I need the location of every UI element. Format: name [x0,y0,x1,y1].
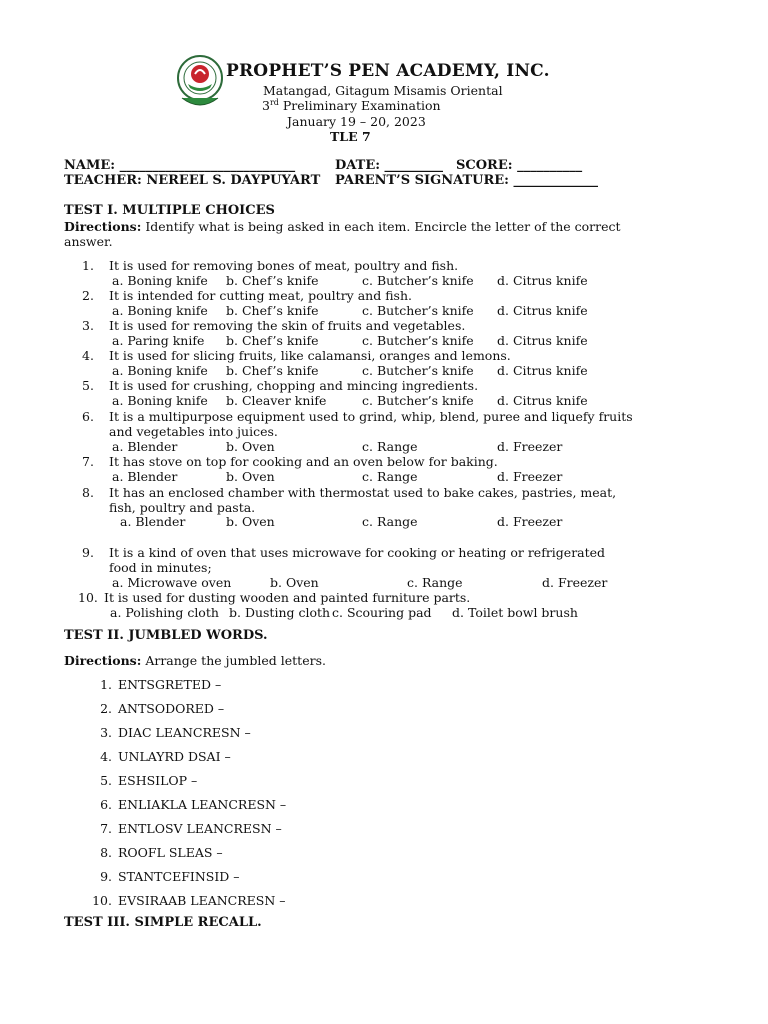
choice-a[interactable]: a. Blender [112,469,178,484]
question-number: 6. [82,409,94,424]
jumbled-word-item [92,725,251,740]
choice-c[interactable]: c. Butcher’s knife [362,303,474,318]
choice-d[interactable]: d. Freezer [497,469,563,484]
choice-a[interactable]: a. Paring knife [112,333,205,348]
test1-title: TEST I. MULTIPLE CHOICES [64,203,275,218]
question-text: It has an enclosed chamber with thermostat used to bake cakes, pastries, meat, [109,485,617,500]
question-text: It is used for slicing fruits, like calamansi, oranges and lemons. [109,348,511,363]
choice-c[interactable]: c. Butcher’s knife [362,393,474,408]
choice-c[interactable]: c. Range [407,575,463,590]
choice-a[interactable]: a. Boning knife [112,393,208,408]
choice-b[interactable]: b. Chef’s knife [226,273,319,288]
jumbled-word-item [92,893,286,908]
jumbled-word-number: 5. [100,773,112,788]
jumbled-word-item [92,845,223,860]
choice-b[interactable]: b. Chef’s knife [226,303,319,318]
test1-directions-cont: answer. [64,234,113,249]
question-text-cont: fish, poultry and pasta. [109,500,256,515]
question-text: It has stove on top for cooking and an oven below for baking. [109,454,498,469]
choice-c[interactable]: c. Butcher’s knife [362,363,474,378]
jumbled-word-number: 8. [100,845,112,860]
question-number: 3. [82,318,94,333]
date-field[interactable]: DATE: _________ [335,158,444,173]
question-text-cont: food in minutes; [109,560,212,575]
school-logo [176,52,224,110]
jumbled-word-number: 3. [100,725,112,740]
choice-b[interactable]: b. Cleaver knife [226,393,327,408]
jumbled-word-text: EVSIRAAB LEANCRESN – [118,893,286,908]
choice-a[interactable]: a. Polishing cloth [110,605,219,620]
choice-d[interactable]: d. Citrus knife [497,363,588,378]
question-text: It is used for dusting wooden and painted furniture parts. [104,590,471,605]
jumbled-word-item [92,677,221,692]
choice-c[interactable]: c. Range [362,469,418,484]
choice-a[interactable]: a. Microwave oven [112,575,232,590]
choice-d[interactable]: d. Citrus knife [497,333,588,348]
question-number: 5. [82,378,94,393]
test1-directions: Directions: Identify what is being asked in each item. Encircle the letter of the correct [64,219,621,234]
choice-a[interactable]: a. Boning knife [112,303,208,318]
question-text-cont: and vegetables into juices. [109,424,278,439]
question-text: It is a kind of oven that uses microwave for cooking or heating or refrigerated [109,545,606,560]
question-number: 10. [78,590,98,605]
choice-c[interactable]: c. Range [362,439,418,454]
choice-c[interactable]: c. Butcher’s knife [362,273,474,288]
jumbled-word-item [92,821,282,836]
choice-b[interactable]: b. Dusting cloth [229,605,331,620]
choice-b[interactable]: b. Oven [226,439,275,454]
jumbled-word-text: ROOFL SLEAS – [118,845,223,860]
choice-c[interactable]: c. Range [362,514,418,529]
choice-a[interactable]: a. Boning knife [112,363,208,378]
jumbled-word-item [92,749,231,764]
jumbled-word-number: 2. [100,701,112,716]
choice-b[interactable]: b. Chef’s knife [226,363,319,378]
jumbled-word-item [92,701,224,716]
choice-d[interactable]: d. Toilet bowl brush [452,605,578,620]
test2-title: TEST II. JUMBLED WORDS. [64,628,268,643]
jumbled-word-text: DIAC LEANCRESN – [118,725,251,740]
exam-date: January 19 – 20, 2023 [287,114,426,129]
question-text: It is used for removing bones of meat, poultry and fish. [109,258,459,273]
test3-title: TEST III. SIMPLE RECALL. [64,915,262,930]
question-number: 4. [82,348,94,363]
jumbled-word-number: 4. [100,749,112,764]
question-number: 8. [82,485,94,500]
jumbled-word-text: UNLAYRD DSAI – [118,749,231,764]
choice-c[interactable]: c. Scouring pad [332,605,432,620]
choice-b[interactable]: b. Oven [226,469,275,484]
question-number: 2. [82,288,94,303]
jumbled-word-text: ENTSGRETED – [118,677,222,692]
question-text: It is used for removing the skin of fruits and vegetables. [109,318,466,333]
question-text: It is intended for cutting meat, poultry and fish. [109,288,412,303]
jumbled-word-text: STANTCEFINSID – [118,869,240,884]
choice-d[interactable]: d. Citrus knife [497,393,588,408]
exam-title: 3rd Preliminary Examination [262,97,441,113]
question-text: It is used for crushing, chopping and mincing ingredients. [109,378,479,393]
question-text: It is a multipurpose equipment used to grind, whip, blend, puree and liquefy fruits [109,409,633,424]
test2-directions: Directions: Arrange the jumbled letters. [64,653,326,668]
jumbled-word-number: 10. [92,893,112,908]
question-number: 7. [82,454,94,469]
choice-d[interactable]: d. Freezer [542,575,608,590]
choice-a[interactable]: a. Boning knife [112,273,208,288]
parent-signature-field[interactable]: PARENT’S SIGNATURE: _____________ [335,173,599,188]
choice-d[interactable]: d. Citrus knife [497,303,588,318]
choice-b[interactable]: b. Oven [226,514,275,529]
question-number: 9. [82,545,94,560]
jumbled-word-item [92,869,240,884]
score-field[interactable]: SCORE: __________ [456,158,583,173]
jumbled-word-text: ESHSILOP – [118,773,198,788]
school-name: PROPHET’S PEN ACADEMY, INC. [226,61,550,81]
jumbled-word-number: 6. [100,797,112,812]
teacher-label: TEACHER: NEREEL S. DAYPUYART [64,173,321,188]
jumbled-word-item [92,773,197,788]
jumbled-word-item [92,797,286,812]
school-address: Matangad, Gitagum Misamis Oriental [263,83,503,98]
choice-a[interactable]: a. Blender [120,514,186,529]
choice-d[interactable]: d. Freezer [497,439,563,454]
choice-c[interactable]: c. Butcher’s knife [362,333,474,348]
name-field[interactable]: NAME: ___________________________ [64,158,296,173]
choice-d[interactable]: d. Citrus knife [497,273,588,288]
subject-title: TLE 7 [330,129,371,144]
jumbled-word-number: 9. [100,869,112,884]
jumbled-word-number: 7. [100,821,112,836]
choice-a[interactable]: a. Blender [112,439,178,454]
jumbled-word-text: ENLIAKLA LEANCRESN – [118,797,287,812]
choice-b[interactable]: b. Chef’s knife [226,333,319,348]
question-number: 1. [82,258,94,273]
choice-d[interactable]: d. Freezer [497,514,563,529]
jumbled-word-text: ENTLOSV LEANCRESN – [118,821,282,836]
choice-b[interactable]: b. Oven [270,575,319,590]
jumbled-word-number: 1. [100,677,112,692]
jumbled-word-text: ANTSODORED – [118,701,225,716]
